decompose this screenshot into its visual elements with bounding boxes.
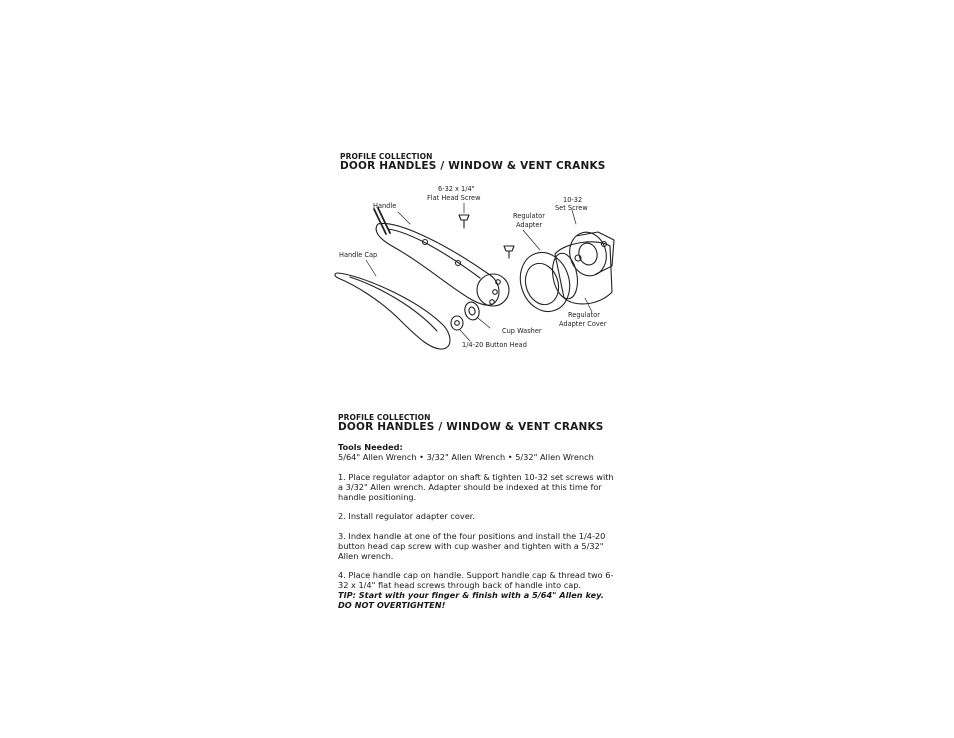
handle-cap-part <box>335 273 450 349</box>
leader-set-screw <box>572 210 576 224</box>
label-screw-2: Flat Head Screw <box>427 194 481 202</box>
hub-hole-mid <box>493 290 498 295</box>
label-button-head: 1/4-20 Button Head <box>462 341 527 349</box>
regulator-adapter-cover-face <box>549 251 581 300</box>
set-screw-collar-side <box>576 232 614 274</box>
label-set-screw-1: 10-32 <box>563 196 583 204</box>
cup-washer-inner <box>468 306 476 315</box>
label-handle: Handle <box>373 202 397 210</box>
tools-heading: Tools Needed: <box>338 442 403 452</box>
tools-list: 5/64" Allen Wrench • 3/32" Allen Wrench • 5/32" Allen Wrench <box>338 452 594 462</box>
label-set-screw-2: Set Screw <box>555 204 588 212</box>
leader-cup-washer <box>478 318 490 328</box>
label-reg-cover-2: Adapter Cover <box>559 320 607 328</box>
label-screw-1: 6-32 x 1/4" <box>438 185 475 193</box>
handle-groove <box>388 229 480 278</box>
instructions <box>338 442 618 610</box>
top-title: DOOR HANDLES / WINDOW & VENT CRANKS <box>340 160 606 172</box>
regulator-adapter-outer <box>513 246 577 318</box>
leader-handle <box>398 212 410 224</box>
bottom-title: DOOR HANDLES / WINDOW & VENT CRANKS <box>338 421 604 433</box>
label-reg-adapter-2: Adapter <box>516 221 543 229</box>
leader-reg-adapter <box>523 230 540 250</box>
step-3: 3. Index handle at one of the four positions and install the 1/4-20 button head cap screw with cup washer and tighten with a 5/32" Allen wrench. <box>338 530 606 561</box>
label-cup-washer: Cup Washer <box>502 327 542 335</box>
leader-button-head <box>460 330 470 341</box>
button-head-screw <box>451 316 463 330</box>
handle-cap-inner <box>350 277 437 331</box>
label-handle-cap: Handle Cap <box>339 251 378 259</box>
top-kicker: PROFILE COLLECTION <box>340 152 433 161</box>
bottom-kicker: PROFILE COLLECTION <box>338 413 431 422</box>
label-reg-cover-1: Regulator <box>568 311 600 319</box>
set-screw-collar-bore <box>576 241 599 267</box>
hub-hole-bottom <box>490 300 495 305</box>
regulator-adapter-cover <box>555 242 612 304</box>
label-reg-adapter-1: Regulator <box>513 212 545 220</box>
leader-reg-cover <box>585 298 592 312</box>
exploded-assembly-diagram <box>330 180 630 355</box>
flat-head-screw-1 <box>459 215 469 220</box>
flat-head-screw-2 <box>504 246 514 251</box>
step-4: 4. Place handle cap on handle. Support handle cap & thread two 6-32 x 1/4" flat head screws through back of handle into cap. <box>338 570 614 590</box>
warning: DO NOT OVERTIGHTEN! <box>338 600 446 610</box>
step-2: 2. Install regulator adapter cover. <box>338 511 476 521</box>
tip: TIP: Start with your finger & finish with a 5/64" Allen key. <box>338 590 604 600</box>
step-1: 1. Place regulator adaptor on shaft & tighten 10-32 set screws with a 3/32" Allen wrench. Adapter should be indexed at this time for handle positioning. <box>338 471 614 502</box>
leader-handle-cap <box>366 260 376 276</box>
set-screw-collar-face <box>565 228 611 280</box>
button-head-socket <box>455 321 460 326</box>
